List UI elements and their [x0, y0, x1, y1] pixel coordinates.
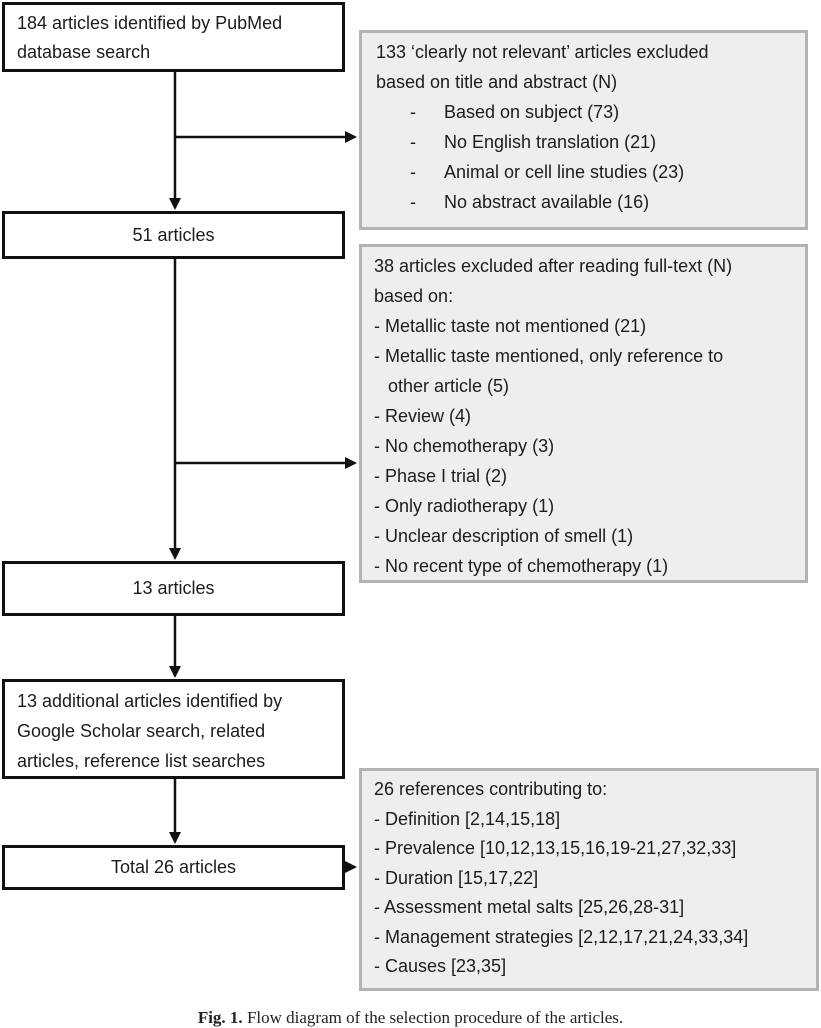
pubmed-search-box	[2, 2, 345, 72]
exclusion2-item: - No chemotherapy (3)	[374, 436, 555, 456]
references-item: - Management strategies [2,12,17,21,24,33,34]	[374, 926, 749, 947]
references-box	[359, 768, 819, 991]
caption-text: Flow diagram of the selection procedure of the articles.	[246, 1008, 624, 1027]
exclusion-box-title-abstract	[359, 30, 808, 230]
exclusion1-item: - No abstract available (16)	[410, 192, 650, 212]
exclusion2-item: other article (5)	[388, 376, 510, 396]
exclusion2-item: - Metallic taste not mentioned (21)	[374, 316, 647, 336]
exclusion2-item: - Metallic taste mentioned, only reference to	[374, 346, 724, 366]
exclusion1-line-1: 133 ‘clearly not relevant’ articles excluded	[376, 42, 709, 62]
pubmed-line-1: 184 articles identified by PubMed	[17, 13, 283, 33]
figure-caption	[0, 1008, 821, 1028]
exclusion1-item: - Animal or cell line studies (23)	[410, 162, 685, 182]
articles-13-box	[2, 561, 345, 616]
exclusion2-item: - Only radiotherapy (1)	[374, 496, 555, 516]
caption-label: Fig. 1.	[197, 1008, 243, 1027]
exclusion2-line-2: based on:	[374, 286, 454, 306]
exclusion1-line-2: based on title and abstract (N)	[376, 72, 618, 92]
exclusion-box-full-text	[359, 244, 808, 583]
references-line-1: 26 references contributing to:	[374, 779, 608, 799]
articles-51-box	[2, 211, 345, 259]
references-item: - Duration [15,17,22]	[374, 867, 539, 888]
references-item: - Assessment metal salts [25,26,28-31]	[374, 897, 685, 917]
exclusion2-item: - No recent type of chemotherapy (1)	[374, 556, 669, 576]
total-articles-label: Total 26 articles	[110, 857, 237, 877]
exclusion2-item: - Review (4)	[374, 406, 472, 426]
exclusion2-item: - Phase I trial (2)	[374, 466, 508, 486]
exclusion1-item: - No English translation (21)	[410, 132, 657, 152]
references-item: - Causes [23,35]	[374, 956, 507, 976]
references-item: - Definition [2,14,15,18]	[374, 808, 561, 829]
pubmed-line-2: database search	[17, 42, 151, 62]
exclusion1-item: - Based on subject (73)	[410, 102, 620, 122]
total-articles-box	[2, 845, 345, 890]
articles-51-label: 51 articles	[132, 224, 215, 245]
articles-13-label: 13 articles	[132, 578, 215, 598]
additional-line-3: articles, reference list searches	[17, 751, 266, 771]
exclusion2-line-1: 38 articles excluded after reading full-text (N)	[374, 256, 733, 276]
additional-line-2: Google Scholar search, related	[17, 721, 266, 741]
additional-articles-box	[2, 679, 345, 779]
references-item: - Prevalence [10,12,13,15,16,19-21,27,32,33]	[374, 838, 737, 858]
additional-line-1: 13 additional articles identified by	[17, 691, 283, 711]
exclusion2-item: - Unclear description of smell (1)	[374, 526, 634, 546]
